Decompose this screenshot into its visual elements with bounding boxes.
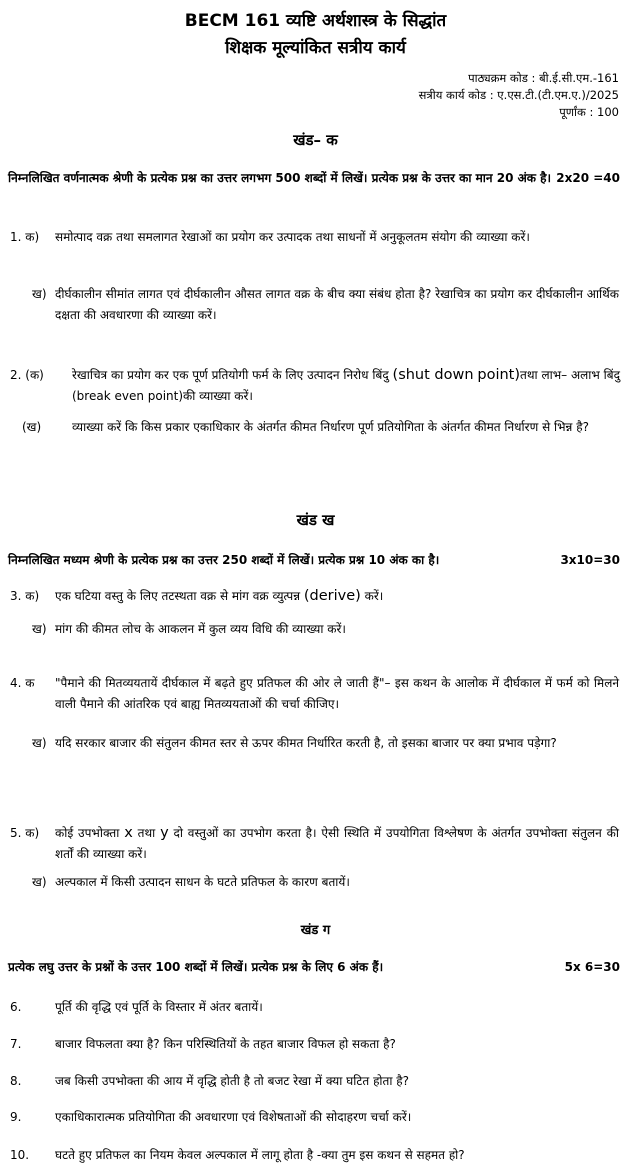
section-b-marks: 3x10=30 <box>560 553 620 567</box>
section-c-marks: 5x 6=30 <box>564 960 620 974</box>
section-a-instruction-text: निम्नलिखित वर्णनात्मक श्रेणी के प्रत्येक प्रश्न का उत्तर लगभग 500 शब्दों में लिखें। प्रत्येक प्रश्न के उत्तर का मान 20 अंक है। <box>8 171 552 185</box>
q5-part-a-text-4: y <box>160 825 169 841</box>
q2-part-a <box>72 365 620 407</box>
q3-part-a-text-1: एक घटिया वस्तु के लिए तटस्थता वक्र से मांग वक्र व्युत्पन्न <box>55 589 301 603</box>
section-b-instruction <box>8 550 620 571</box>
q5-part-b: अल्पकाल में किसी उत्पादन साधन के घटते प्रतिफल के कारण बतायें। <box>55 875 350 889</box>
q2-part-a-text-4: तथा लाभ– अलाभ बिंदु (break even point)की व्याख्या करें। <box>72 368 620 403</box>
section-b-instruction-text: निम्नलिखित मध्यम श्रेणी के प्रत्येक प्रश्न का उत्तर 250 शब्दों में लिखें। प्रत्येक प्रश्न 10 अंक का है। <box>8 553 440 567</box>
q2-number: 2. (क) <box>10 368 44 382</box>
q5-part-a-text-5: दो वस्तुओं का उपभोग करता है। ऐसी स्थिति में उपयोगिता विश्लेषण के अंतर्गत उपभोक्ता संतुलन की शर्तों की व्याख्या करें। <box>55 826 619 861</box>
q2-part-b: व्याख्या करें कि किस प्रकार एकाधिकार के अंतर्गत कीमत निर्धारण पूर्ण प्रतियोगिता के अंतर्गत कीमत निर्धारण से भिन्न है? <box>72 420 589 434</box>
assignment-code: सत्रीय कार्य कोड : ए.एस.टी.(टी.एम.ए.)/2025 <box>418 88 619 102</box>
q2-part-a-text-2: (shut down <box>392 367 474 383</box>
q4-part-b-label: ख) <box>32 736 47 750</box>
q4-number: 4. क <box>10 676 35 690</box>
q1-part-a: समोत्पाद वक्र तथा समलागत रेखाओं का प्रयोग कर उत्पादक तथा साधनों में अनुकूलतम संयोग की व्याख्या करें। <box>55 230 530 244</box>
q4-part-b: यदि सरकार बाजार की संतुलन कीमत स्तर से ऊपर कीमत निर्धारित करती है, तो इसका बाजार पर क्या प्रभाव पड़ेगा? <box>55 736 557 750</box>
document-subtitle: शिक्षक मूल्यांकित सत्रीय कार्य <box>225 38 406 58</box>
q3-part-b-label: ख) <box>32 622 47 636</box>
q1-number: 1. क) <box>10 230 40 244</box>
q3-number: 3. क) <box>10 589 40 603</box>
q3-part-a-text-2: (derive) <box>303 588 361 604</box>
q2-part-a-text-1: रेखाचित्र का प्रयोग कर एक पूर्ण प्रतियोगी फर्म के लिए उत्पादन निरोध बिंदु <box>72 368 389 382</box>
q8-number: 8. <box>10 1074 22 1088</box>
q6-text: पूर्ति की वृद्धि एवं पूर्ति के विस्तार में अंतर बतायें। <box>55 1000 263 1014</box>
section-a-marks: 2x20 =40 <box>556 171 620 185</box>
q3-part-b: मांग की कीमत लोच के आकलन में कुल व्यय विधि की व्याख्या करें। <box>55 622 346 636</box>
q9-text: एकाधिकारात्मक प्रतियोगिता की अवधारणा एवं विशेषताओं की सोदाहरण चर्चा करें। <box>55 1110 412 1124</box>
q7-text: बाजार विफलता क्या है? किन परिस्थितियों के तहत बाजार विफल हो सकता है? <box>55 1037 396 1051</box>
q10-text: घटते हुए प्रतिफल का नियम केवल अल्पकाल में लागू होता है -क्या तुम इस कथन से सहमत हो? <box>55 1148 465 1162</box>
q5-part-a <box>55 823 619 865</box>
q1-part-b: दीर्घकालीन सीमांत लागत एवं दीर्घकालीन औसत लागत वक्र के बीच क्या संबंध होता है? रेखाचित्र का प्रयोग कर दीर्घकालीन आर्थिक दक्षता की अवधारणा की व्याख्या करें। <box>55 287 619 322</box>
section-c-heading: खंड ग <box>300 923 331 938</box>
section-c-instruction-text: प्रत्येक लघु उत्तर के प्रश्नों के उत्तर 100 शब्दों में लिखें। प्रत्येक प्रश्न के लिए 6 अंक हैं। <box>8 960 384 974</box>
q5-part-a-text-1: कोई उपभोक्ता <box>55 826 120 840</box>
q5-part-a-text-2: x <box>124 825 133 841</box>
course-code: पाठ्यक्रम कोड : बी.ई.सी.एम.-161 <box>468 71 619 85</box>
q10-number: 10. <box>10 1148 30 1162</box>
q7-number: 7. <box>10 1037 22 1051</box>
q9-number: 9. <box>10 1110 22 1124</box>
section-b-heading: खंड ख <box>296 511 335 529</box>
q3-part-a-text-3: करें। <box>364 589 384 603</box>
q2-part-a-text-3: point) <box>477 367 521 383</box>
q3-part-a <box>55 586 619 607</box>
section-a-instruction <box>8 168 620 189</box>
q6-number: 6. <box>10 1000 22 1014</box>
q5-part-a-text-3: तथा <box>137 826 156 840</box>
max-marks: पूर्णांक : 100 <box>559 105 619 119</box>
q1-part-b-label: ख) <box>32 287 47 301</box>
q8-text: जब किसी उपभोक्ता की आय में वृद्धि होती है तो बजट रेखा में क्या घटित होता है? <box>55 1074 410 1088</box>
q2-part-b-label: (ख) <box>22 420 42 434</box>
document-title: BECM 161 व्यष्टि अर्थशास्त्र के सिद्धांत <box>184 11 447 31</box>
q4-part-a: "पैमाने की मितव्ययतायें दीर्घकाल में बढ़ते हुए प्रतिफल की ओर ले जाती हैं"– इस कथन के आलोक में दीर्घकाल में फर्म को मिलने वाली पैमाने की आंतरिक एवं बाह्य मितव्ययताओं की चर्चा कीजिए। <box>55 676 619 711</box>
section-c-instruction <box>8 957 620 978</box>
q5-number: 5. क) <box>10 826 40 840</box>
q5-part-b-label: ख) <box>32 875 47 889</box>
section-a-heading: खंड– क <box>293 131 338 149</box>
